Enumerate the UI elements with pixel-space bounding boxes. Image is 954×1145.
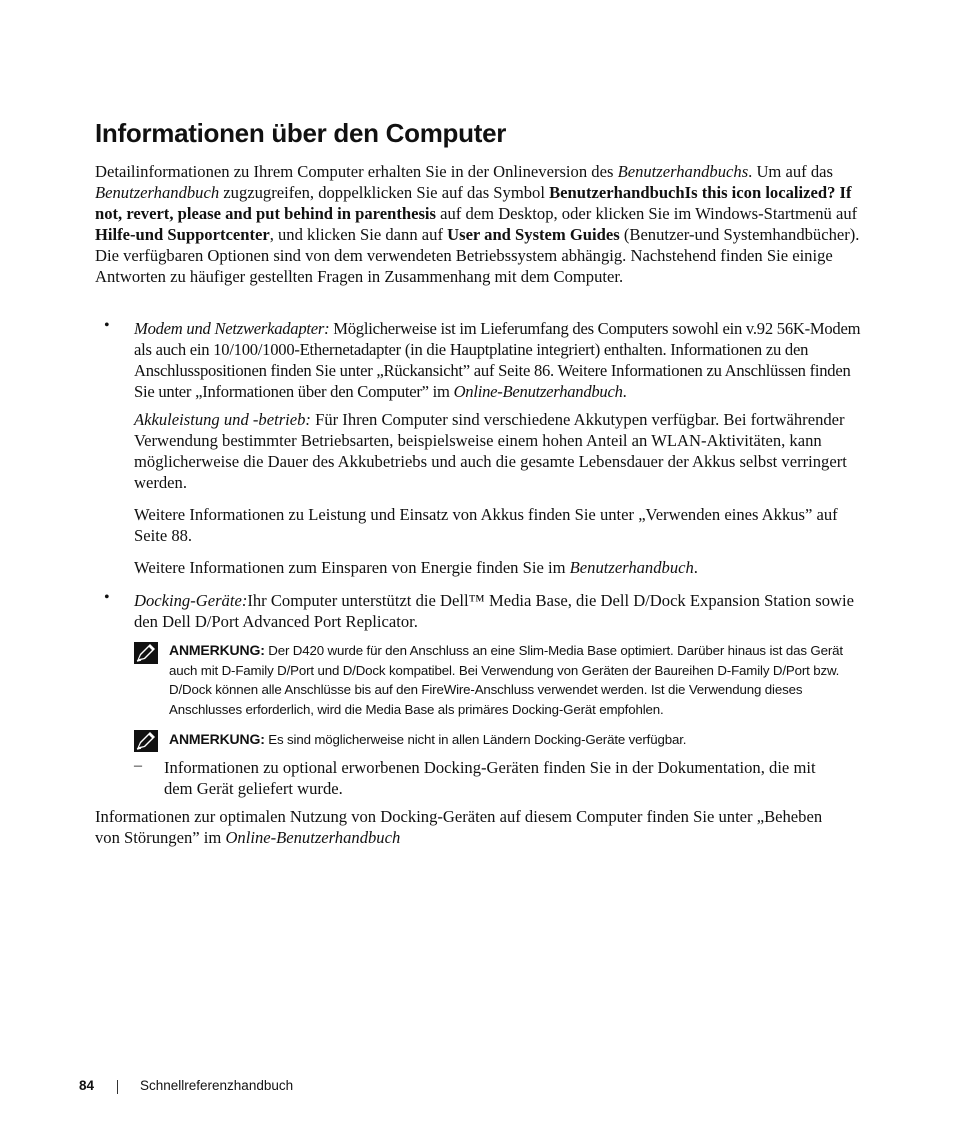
page-number: 84 bbox=[79, 1078, 95, 1093]
bullet-marker: • bbox=[104, 317, 110, 334]
footer-label: Schnellreferenzhandbuch bbox=[140, 1078, 294, 1093]
dash-item-docking-docs: Informationen zu optional erworbenen Docking-Geräten finden Sie in der Dokumentation, die mit dem Gerät geliefert wurde. bbox=[164, 758, 816, 798]
battery-paragraph: Akkuleistung und -betrieb: Für Ihren Computer sind verschiedene Akkutypen verfügbar. Bei fortwährender Verwendung bestimmter Betriebsarten, beispielsweise einem hohen Anteil an WLAN-Aktivitäten, kann möglicherweise die Dauer des Akkubetriebs und auch die gesamte Lebensdauer der Akkus selbst verringert werden. bbox=[134, 410, 847, 492]
note-pencil-icon bbox=[134, 642, 158, 664]
note-availability: ANMERKUNG: Es sind möglicherweise nicht in allen Ländern Docking-Geräte verfügbar. bbox=[169, 731, 687, 747]
dash-marker: – bbox=[134, 757, 142, 774]
footer-divider bbox=[117, 1080, 118, 1094]
note-pencil-icon bbox=[134, 730, 158, 752]
bullet-modem: Modem und Netzwerkadapter: Möglicherweise ist im Lieferumfang des Computers sowohl ein v.92 56K-Modem als auch ein 10/100/1000-Ethernetadapter (in die Hauptplatine integriert) enthalten. Informationen zu den Anschlusspositionen finden Sie unter „Rückansicht” auf Seite 86. Weitere Informationen zu Anschlüssen finden Sie unter „Informationen über den Computer” im Online-Benutzerhandbuch. bbox=[134, 319, 861, 401]
closing-paragraph: Informationen zur optimalen Nutzung von Docking-Geräten auf diesem Computer finden Sie unter „Beheben von Störungen” im Online-Benutzerhandbuch bbox=[95, 807, 823, 847]
intro-paragraph: Detailinformationen zu Ihrem Computer erhalten Sie in der Onlineversion des Benutzerhandbuchs. Um auf das Benutzerhandbuch zugzugreifen, doppelklicken Sie auf das Symbol BenutzerhandbuchIs this icon localized? If not, revert, please and put behind in parenthesis auf dem Desktop, oder klicken Sie im Windows-Startmenü auf Hilfe-und Supportcenter, und klicken Sie dann auf User and System Guides (Benutzer-und Systemhandbücher). Die verfügbaren Optionen sind von dem verwendeten Betriebssystem abhängig. Nachstehend finden Sie einige Antworten zu häufiger gestellten Fragen in Zusammenhang mit dem Computer. bbox=[95, 162, 860, 286]
page-title: Informationen über den Computer bbox=[95, 118, 507, 148]
battery-more-paragraph: Weitere Informationen zu Leistung und Einsatz von Akkus finden Sie unter „Verwenden eines Akkus” auf Seite 88. bbox=[134, 505, 838, 545]
bullet-docking: Docking-Geräte:Ihr Computer unterstützt die Dell™ Media Base, die Dell D/Dock Expansion Station sowie den Dell D/Port Advanced Port Replicator. bbox=[134, 591, 854, 631]
energy-paragraph: Weitere Informationen zum Einsparen von Energie finden Sie im Benutzerhandbuch. bbox=[134, 558, 698, 577]
bullet-marker: • bbox=[104, 589, 110, 606]
note-slim-media-base: ANMERKUNG: Der D420 wurde für den Anschluss an eine Slim-Media Base optimiert. Darüber hinaus ist das Gerät auch mit D-Family D/Port und D/Dock kompatibel. Bei Verwendung von Geräten der Baureihen D-Family D/Port bzw. D/Dock können alle Anschlüsse bis auf den FireWire-Anschluss verwendet werden. Ist die Verwendung dieses Anschlusses erforderlich, wird die Media Base als primäres Docking-Gerät empfohlen. bbox=[169, 642, 843, 718]
